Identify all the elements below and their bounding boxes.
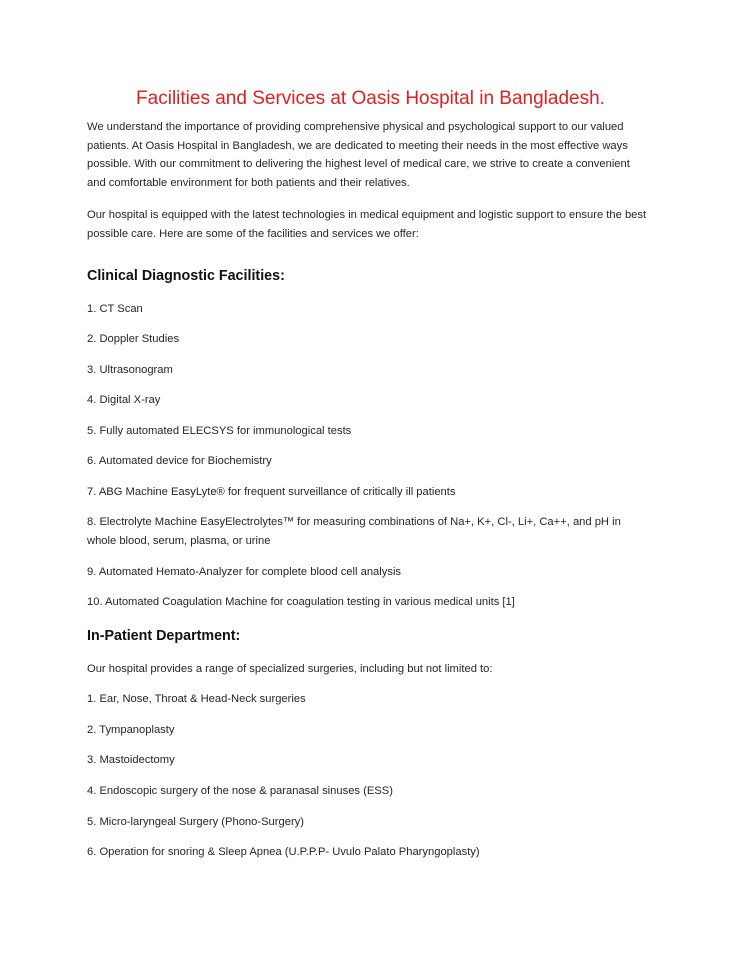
- inpatient-list-item: 6. Operation for snoring & Sleep Apnea (U.P.P.P- Uvulo Palato Pharyngoplasty): [87, 846, 480, 858]
- diagnostic-list-item: 10. Automated Coagulation Machine for coagulation testing in various medical units [1]: [87, 596, 515, 608]
- diagnostic-heading: Clinical Diagnostic Facilities:: [87, 268, 285, 284]
- diagnostic-list-item: 1. CT Scan: [87, 303, 143, 315]
- diagnostic-list-item: 6. Automated device for Biochemistry: [87, 455, 272, 467]
- intro-paragraph-2: Our hospital is equipped with the latest technologies in medical equipment and logistic support to ensure the best possible care. Here are some of the facilities and services we offer:: [87, 209, 647, 240]
- inpatient-intro: Our hospital provides a range of specialized surgeries, including but not limited to:: [87, 663, 493, 675]
- diagnostic-list-item: 5. Fully automated ELECSYS for immunological tests: [87, 425, 352, 437]
- inpatient-list-item: 1. Ear, Nose, Throat & Head-Neck surgeries: [87, 693, 306, 705]
- inpatient-heading: In-Patient Department:: [87, 628, 241, 644]
- diagnostic-list-item: 4. Digital X-ray: [87, 394, 161, 406]
- inpatient-list-item: 3. Mastoidectomy: [87, 754, 175, 766]
- diagnostic-list-item: 7. ABG Machine EasyLyte® for frequent surveillance of critically ill patients: [87, 486, 456, 498]
- inpatient-list-item: 4. Endoscopic surgery of the nose & paranasal sinuses (ESS): [87, 785, 393, 797]
- page-title: Facilities and Services at Oasis Hospital in Bangladesh.: [136, 88, 605, 109]
- inpatient-list-item: 2. Tympanoplasty: [87, 724, 175, 736]
- diagnostic-list-item: 3. Ultrasonogram: [87, 364, 173, 376]
- diagnostic-list-item: 8. Electrolyte Machine EasyElectrolytes™ for measuring combinations of Na+, K+, Cl-, Li+, Ca++, and pH in whole blood, serum, plasma, or urine: [87, 516, 621, 547]
- intro-paragraph-1: We understand the importance of providing comprehensive physical and psychological support to our valued patients. At Oasis Hospital in Bangladesh, we are dedicated to meeting their needs in the most effective ways possible. With our commitment to delivering the highest level of medical care, we strive to create a convenient and comfortable environment for both patients and their relatives.: [87, 121, 630, 190]
- diagnostic-list-item: 9. Automated Hemato-Analyzer for complete blood cell analysis: [87, 566, 402, 578]
- diagnostic-list-item: 2. Doppler Studies: [87, 333, 180, 345]
- inpatient-list-item: 5. Micro-laryngeal Surgery (Phono-Surgery): [87, 816, 304, 828]
